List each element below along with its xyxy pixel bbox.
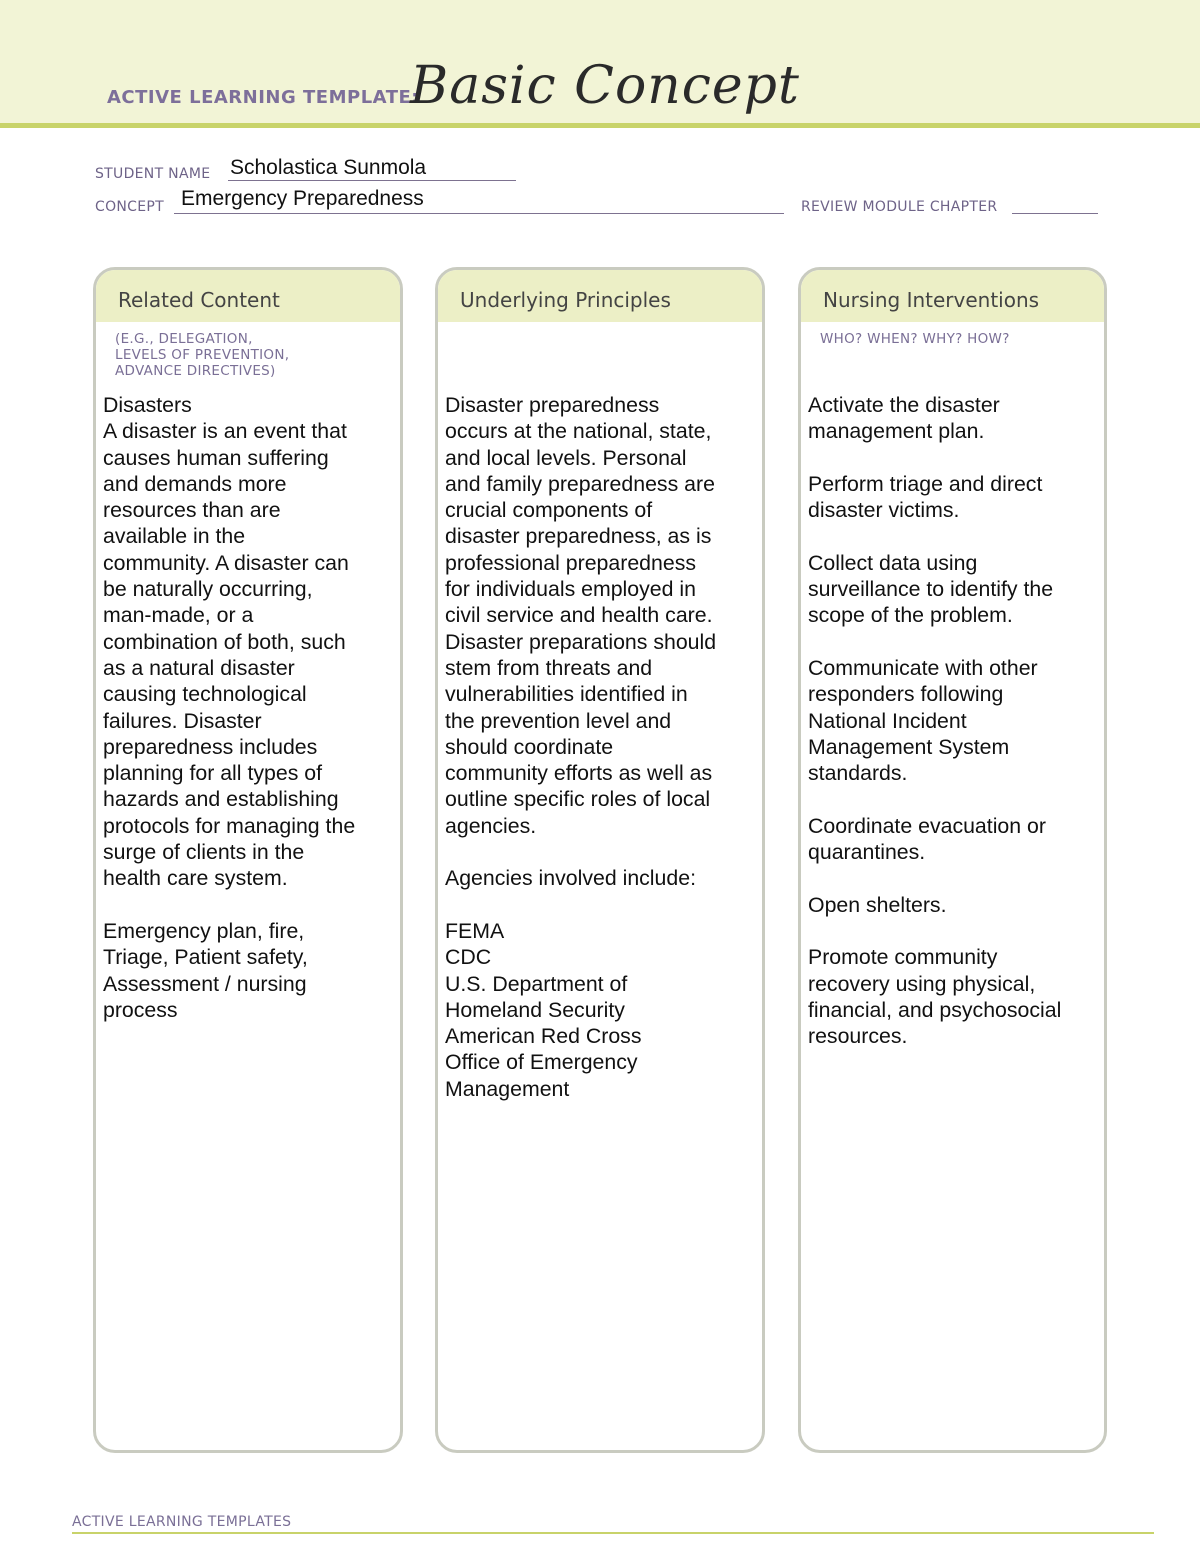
panel-subtitle: WHO? WHEN? WHY? HOW? [820, 331, 1010, 347]
template-title: Basic Concept [410, 56, 800, 116]
panel-body-text[interactable]: Disaster preparedness occurs at the national, state, and local levels. Personal and family preparedness are crucial components of disaster preparedness, as is professional preparedness for individuals employed in civil service and health care. Disaster preparations should stem from threats and vulnerabilities identified in the prevention level and should coordinate community efforts as well as outline specific roles of local agencies. Agencies involved include: FEMA CDC U.S. Department of Homeland Security American Red Cross Office of Emergency Management [445, 393, 717, 1101]
header-rule [0, 123, 1200, 128]
review-module-line [1012, 213, 1098, 214]
panel-nursing-interventions [798, 267, 1107, 1453]
concept-field[interactable]: Emergency Preparedness [181, 187, 424, 210]
panel-body-text[interactable]: Disasters A disaster is an event that causes human suffering and demands more resources than are available in the community. A disaster can be naturally occurring, man-made, or a combination of both, such as a natural disaster causing technological failures. Disaster preparedness includes planning for all types of hazards and establishing protocols for managing the surge of clients in the health care system. Emergency plan, fire, Triage, Patient safety, Assessment / nursing process [103, 393, 356, 1022]
panel-title: Underlying Principles [460, 288, 671, 312]
template-label: ACTIVE LEARNING TEMPLATE: [107, 87, 419, 108]
panel-subtitle: (E.G., DELEGATION, LEVELS OF PREVENTION, ADVANCE DIRECTIVES) [115, 331, 290, 379]
panel-related-content [93, 267, 403, 1453]
student-name-label: STUDENT NAME [95, 166, 211, 182]
review-module-label: REVIEW MODULE CHAPTER [801, 199, 998, 215]
student-name-field[interactable]: Scholastica Sunmola [230, 156, 427, 179]
footer-rule [72, 1532, 1154, 1534]
footer-label: ACTIVE LEARNING TEMPLATES [72, 1514, 292, 1530]
concept-label: CONCEPT [95, 199, 164, 215]
panel-title: Nursing Interventions [823, 288, 1040, 312]
panel-body-text[interactable]: Activate the disaster management plan. Perform triage and direct disaster victims. Collect data using surveillance to identify the scope of the problem. Communicate with other responders following National Incident Management System standards. Coordinate evacuation or quarantines. Open shelters. Promote community recovery using physical, financial, and psychosocial resources. [808, 393, 1062, 1049]
panel-underlying-principles [435, 267, 765, 1453]
panel-title: Related Content [118, 288, 280, 312]
concept-line [174, 213, 784, 214]
student-name-line [228, 180, 516, 181]
